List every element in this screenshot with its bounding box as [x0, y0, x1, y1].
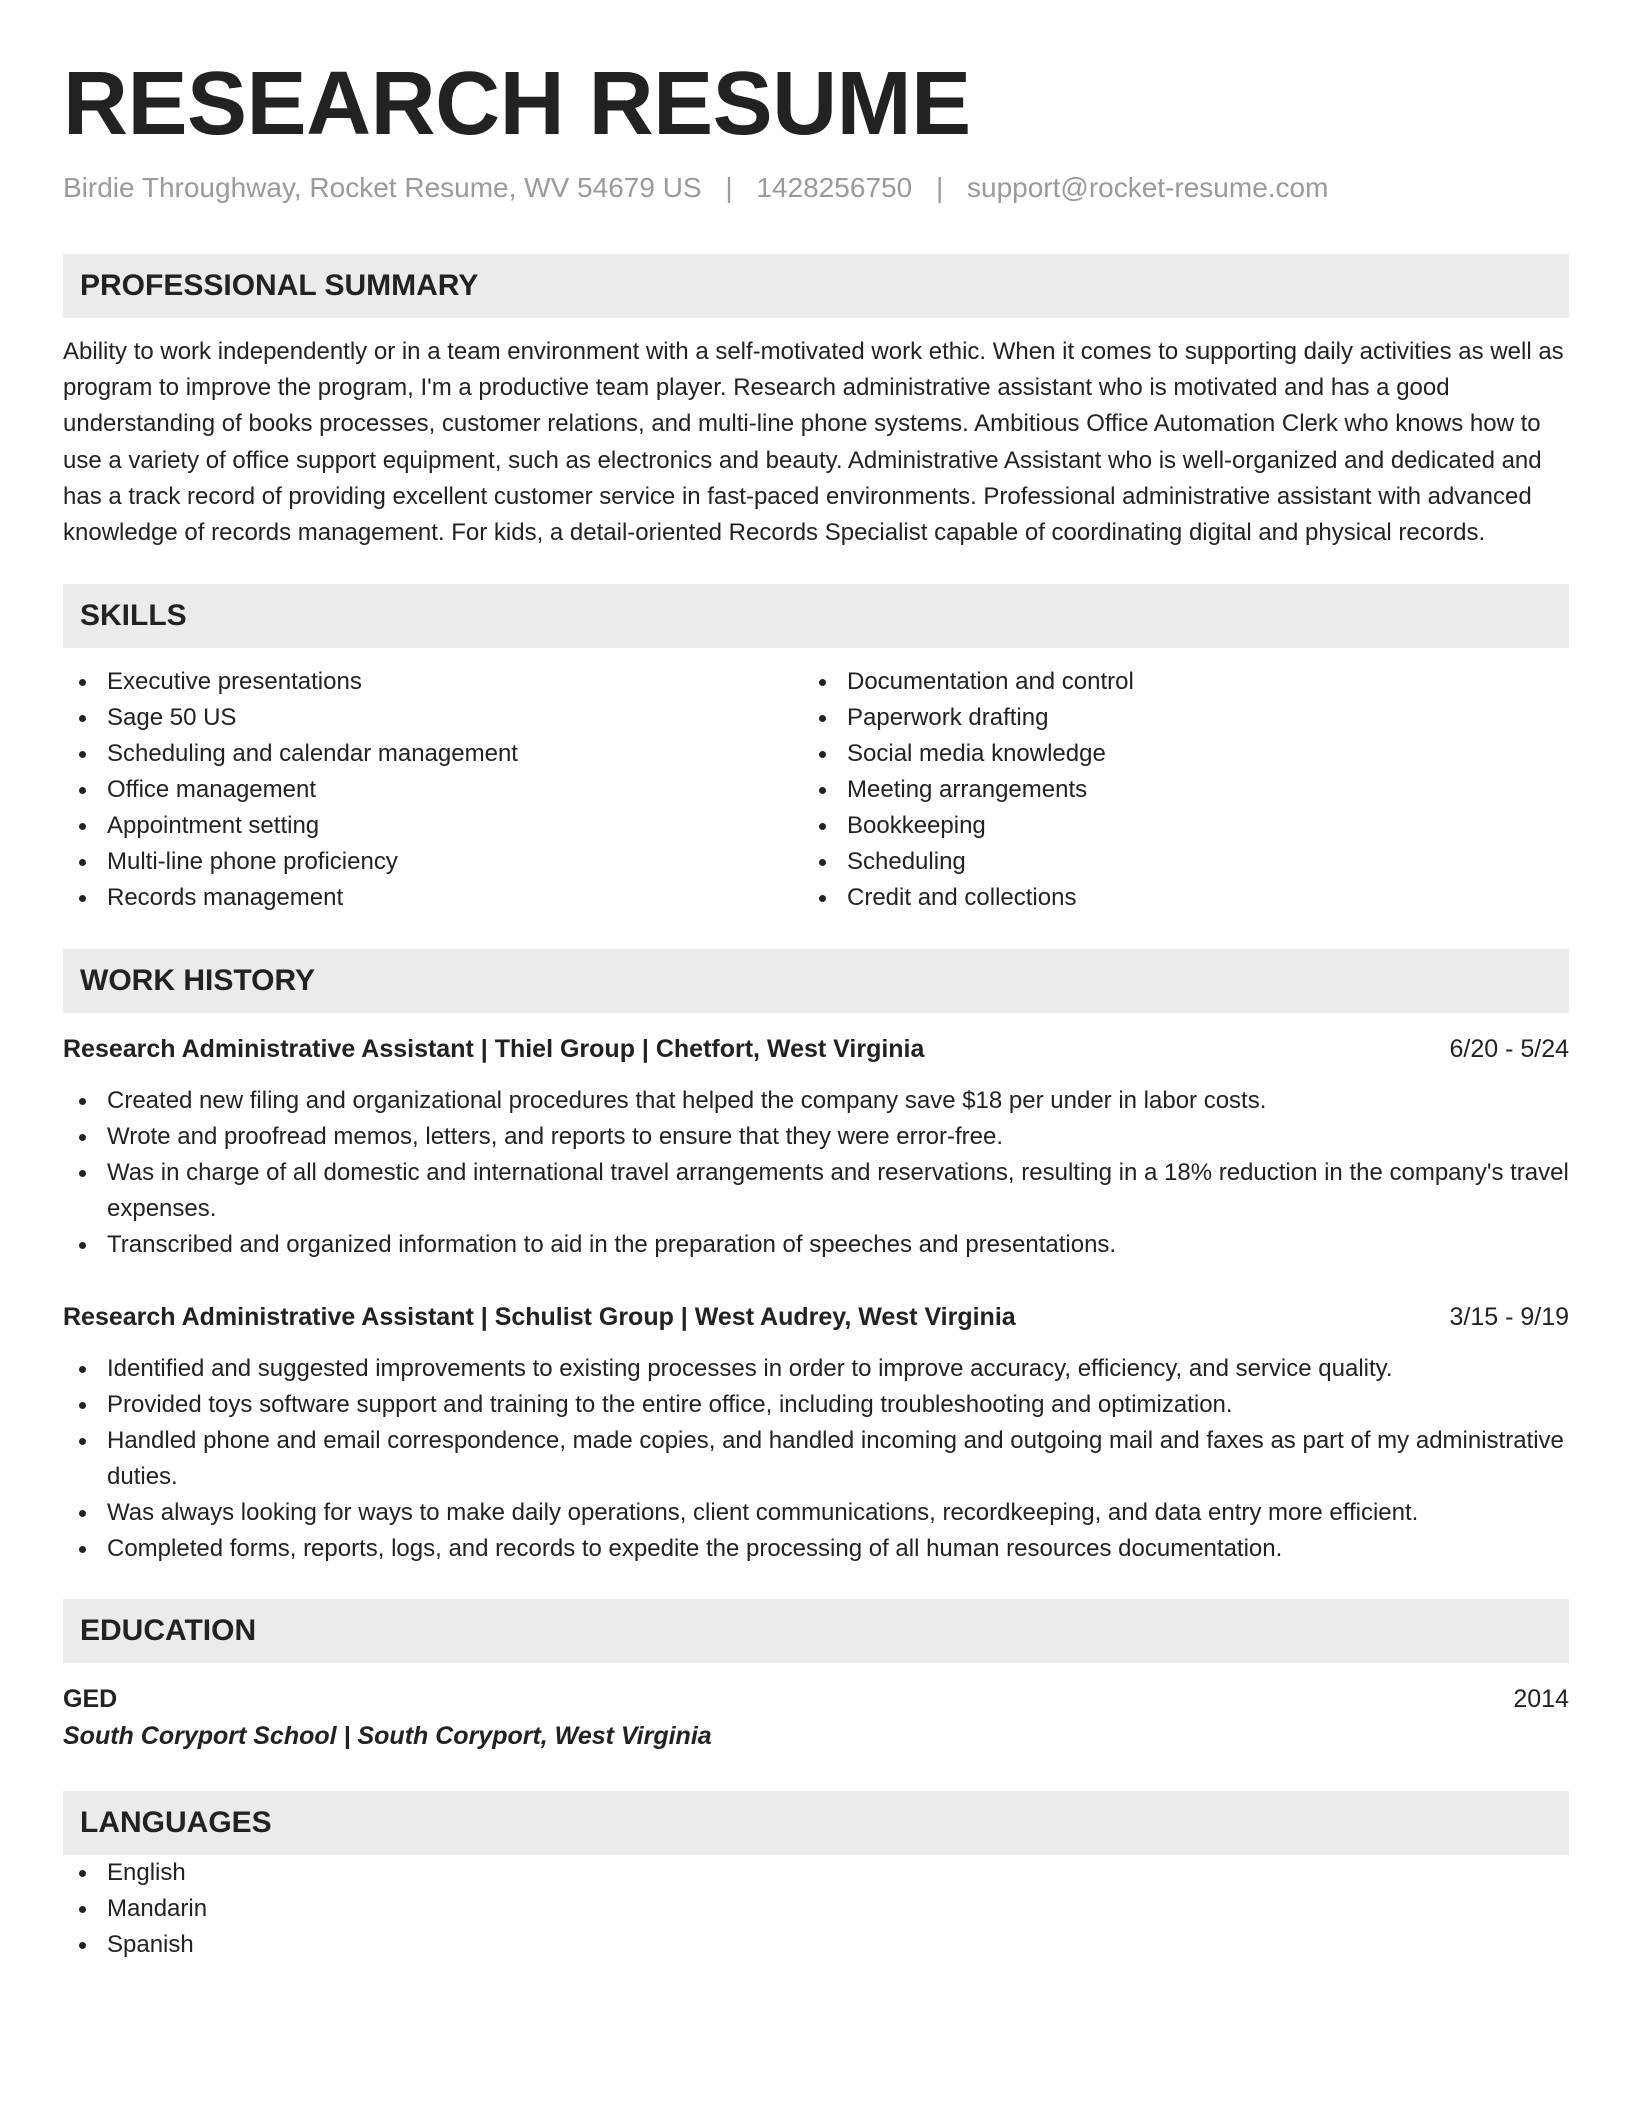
skill-item: Sage 50 US	[63, 700, 803, 736]
education-entry	[63, 1681, 1569, 1755]
skills-list-left	[63, 664, 803, 916]
job-entry	[63, 1299, 1569, 1567]
skills-list-right	[803, 664, 1543, 916]
skill-item: Executive presentations	[63, 664, 803, 700]
language-item: Mandarin	[63, 1891, 1569, 1927]
job-header	[63, 1031, 1569, 1067]
skill-item: Scheduling	[803, 844, 1543, 880]
skills-grid	[63, 664, 1569, 916]
job-bullet: Provided toys software support and training to the entire office, including troubleshooting and optimization.	[63, 1387, 1569, 1423]
contact-phone: 1428256750	[756, 172, 913, 203]
summary-text: Ability to work independently or in a team environment with a self-motivated work ethic. When it comes to supporting daily activities as well as program to improve the program, I'm a productive team player. Research administrative assistant who is motivated and has a good understanding of books processes, customer relations, and multi-line phone systems. Ambitious Office Automation Clerk who knows how to use a variety of office support equipment, such as electronics and beauty. Administrative Assistant who is well-organized and dedicated and has a track record of providing excellent customer service in fast-paced environments. Professional administrative assistant with advanced knowledge of records management. For kids, a detail-oriented Records Specialist capable of coordinating digital and physical records.	[63, 338, 1564, 547]
job-dates: 6/20 - 5/24	[1449, 1035, 1569, 1064]
skill-item: Scheduling and calendar management	[63, 736, 803, 772]
languages-heading: LANGUAGES	[63, 1791, 1569, 1855]
skill-item: Credit and collections	[803, 880, 1543, 916]
job-bullet: Identified and suggested improvements to existing processes in order to improve accuracy, efficiency, and service quality.	[63, 1351, 1569, 1387]
resume-title: RESEARCH RESUME	[63, 54, 971, 154]
education-school: South Coryport School | South Coryport, West Virginia	[63, 1722, 712, 1751]
contact-separator: |	[725, 172, 733, 203]
job-title: Research Administrative Assistant | Thiel Group | Chetfort, West Virginia	[63, 1035, 925, 1064]
skill-item: Appointment setting	[63, 808, 803, 844]
education-degree: GED	[63, 1685, 118, 1714]
skills-column-left	[63, 664, 803, 916]
job-bullet: Was in charge of all domestic and international travel arrangements and reservations, resulting in a 18% reduction in the company's travel expenses.	[63, 1155, 1569, 1227]
contact-email: support@rocket-resume.com	[967, 172, 1329, 203]
job-bullet: Wrote and proofread memos, letters, and reports to ensure that they were error-free.	[63, 1119, 1569, 1155]
contact-address: Birdie Throughway, Rocket Resume, WV 54679 US	[63, 172, 702, 203]
language-item: English	[63, 1855, 1569, 1891]
education-heading: EDUCATION	[63, 1599, 1569, 1663]
job-bullet: Completed forms, reports, logs, and records to expedite the processing of all human resources documentation.	[63, 1531, 1569, 1567]
skill-item: Social media knowledge	[803, 736, 1543, 772]
job-header	[63, 1299, 1569, 1335]
job-title: Research Administrative Assistant | Schulist Group | West Audrey, West Virginia	[63, 1303, 1016, 1332]
skill-item: Meeting arrangements	[803, 772, 1543, 808]
education-header	[63, 1681, 1569, 1717]
skill-item: Paperwork drafting	[803, 700, 1543, 736]
job-bullet: Handled phone and email correspondence, made copies, and handled incoming and outgoing mail and faxes as part of my administrative duties.	[63, 1423, 1569, 1495]
contact-line	[63, 170, 1569, 206]
skills-column-right	[803, 664, 1543, 916]
job-bullet: Created new filing and organizational procedures that helped the company save $18 per under in labor costs.	[63, 1083, 1569, 1119]
summary-heading: PROFESSIONAL SUMMARY	[63, 254, 1569, 318]
work-history-heading: WORK HISTORY	[63, 949, 1569, 1013]
job-bullet: Transcribed and organized information to aid in the preparation of speeches and presentations.	[63, 1227, 1569, 1263]
skill-item: Bookkeeping	[803, 808, 1543, 844]
job-entry	[63, 1031, 1569, 1263]
skill-item: Multi-line phone proficiency	[63, 844, 803, 880]
job-bullets	[63, 1351, 1569, 1567]
skill-item: Office management	[63, 772, 803, 808]
skill-item: Records management	[63, 880, 803, 916]
contact-separator: |	[935, 172, 944, 203]
education-year: 2014	[1513, 1685, 1569, 1714]
skills-heading: SKILLS	[63, 584, 1569, 648]
job-bullets	[63, 1083, 1569, 1263]
language-item: Spanish	[63, 1927, 1569, 1963]
languages-list	[63, 1855, 1569, 1963]
job-dates: 3/15 - 9/19	[1449, 1303, 1569, 1332]
job-bullet: Was always looking for ways to make daily operations, client communications, recordkeeping, and data entry more efficient.	[63, 1495, 1569, 1531]
skill-item: Documentation and control	[803, 664, 1543, 700]
